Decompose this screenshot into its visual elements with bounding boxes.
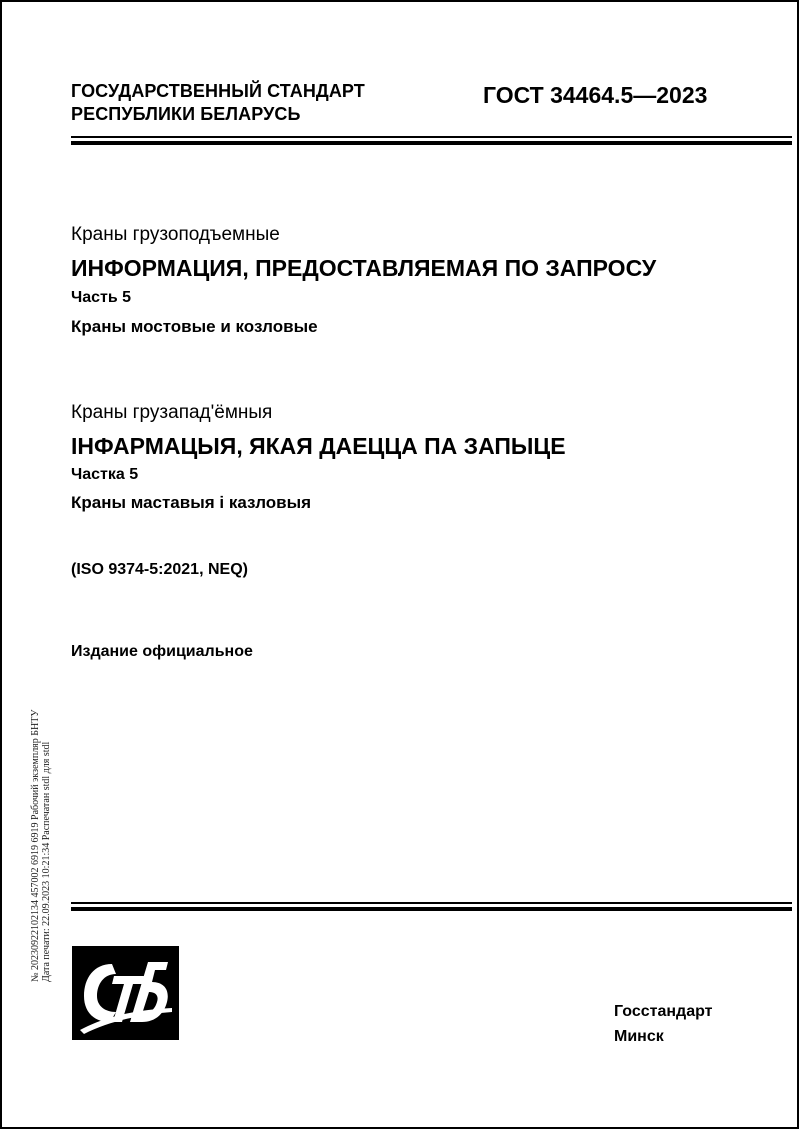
stb-logo-icon bbox=[72, 946, 179, 1040]
ru-subtitle: Краны грузоподъемные bbox=[71, 224, 280, 245]
bottom-divider-thick bbox=[71, 907, 792, 911]
standard-type-line2: РЕСПУБЛИКИ БЕЛАРУСЬ bbox=[71, 104, 301, 124]
by-subtitle: Краны грузапад'ёмныя bbox=[71, 402, 273, 423]
ru-description: Краны мостовые и козловые bbox=[71, 317, 318, 336]
print-stamp bbox=[30, 710, 52, 982]
by-description: Краны маставыя і казловыя bbox=[71, 493, 312, 512]
standard-type bbox=[71, 80, 365, 126]
iso-reference: (ISO 9374-5:2021, NEQ) bbox=[71, 561, 248, 578]
ru-part: Часть 5 bbox=[71, 289, 132, 306]
publisher-name: Госстандарт bbox=[614, 1003, 713, 1020]
standard-designation: ГОСТ 34464.5—2023 bbox=[483, 82, 708, 108]
publisher-city: Минск bbox=[614, 1028, 664, 1045]
stb-logo bbox=[72, 946, 179, 1040]
ru-main-title: ИНФОРМАЦИЯ, ПРЕДОСТАВЛЯЕМАЯ ПО ЗАПРОСУ bbox=[71, 255, 657, 281]
standard-type-line1: ГОСУДАРСТВЕННЫЙ СТАНДАРТ bbox=[71, 81, 365, 101]
by-part: Частка 5 bbox=[71, 466, 139, 483]
print-stamp-line2: Дата печати: 22.09.2023 10:21:34 Распечатан stdl для stdl bbox=[41, 741, 52, 982]
top-divider-thin bbox=[71, 136, 792, 138]
print-stamp-line1: № 20230922102134 457002 6919 6919 Рабочий экземпляр БНТУ bbox=[30, 709, 41, 982]
edition-label: Издание официальное bbox=[71, 643, 253, 660]
top-divider-thick bbox=[71, 141, 792, 145]
by-main-title: ІНФАРМАЦЫЯ, ЯКАЯ ДАЕЦЦА ПА ЗАПЫЦЕ bbox=[71, 433, 566, 459]
bottom-divider-thin bbox=[71, 902, 792, 904]
